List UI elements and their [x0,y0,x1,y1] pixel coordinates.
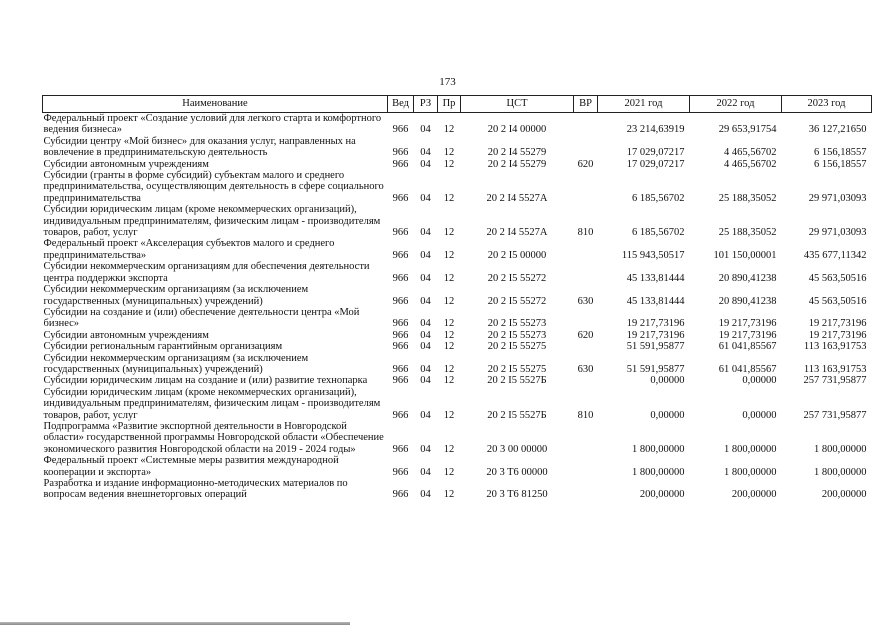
cell-2021: 200,00000 [639,489,685,501]
cell-rz: 04 [420,443,431,455]
cell-cst: 20 3 00 00000 [486,443,548,455]
cell-cst: 20 2 I5 55272 [487,295,547,307]
cell-vr: 810 [577,227,594,239]
cell-2022: 4 465,56702 [724,147,777,159]
cell-ved: 966 [392,466,409,478]
table-row [43,341,872,352]
cell-pr: 12 [443,295,455,307]
cell-vr [574,170,598,204]
cell-pr: 12 [443,489,455,501]
cell-cst: 20 2 I5 5527Б [487,409,547,421]
cell-2021: 17 029,07217 [626,158,685,170]
cell-2021: 45 133,81444 [626,272,685,284]
cell-pr: 12 [443,227,455,239]
cell-2023: 113 163,91753 [803,341,867,353]
cell-2023: 1 800,00000 [814,466,867,478]
cell-pr: 12 [443,363,455,375]
header-cst: ЦСТ [461,96,574,113]
cell-vr: 630 [577,295,594,307]
cell-2021: 6 185,56702 [632,227,685,239]
cell-ved: 966 [392,227,409,239]
cell-2021: 1 800,00000 [632,466,685,478]
cell-name: Субсидии на создание и (или) обеспечение деятельности центра «Мой бизнес» [43,306,360,330]
scan-edge-line [0,622,350,625]
cell-rz: 04 [420,272,431,284]
cell-2023: 257 731,95877 [803,409,867,421]
cell-vr [574,421,598,455]
cell-cst: 20 2 I4 5527А [486,192,548,204]
table-row [43,375,872,386]
header-vr: ВР [574,96,598,113]
cell-rz: 04 [420,375,431,387]
table-body [43,113,872,501]
cell-2023: 19 217,73196 [808,329,867,341]
cell-2023: 435 677,11342 [803,249,867,261]
cell-2022: 19 217,73196 [718,318,777,330]
cell-pr: 12 [443,443,455,455]
cell-rz: 04 [420,147,431,159]
cell-2022: 61 041,85567 [718,341,777,353]
cell-name: Субсидии юридическим лицам (кроме некоммерческих организаций), индивидуальным предпринимателям, физическим лицам - производителям товаров, работ, услуг [43,386,381,421]
cell-2023: 1 800,00000 [814,443,867,455]
table-row [43,478,872,501]
table-row [43,353,872,376]
header-2023: 2023 год [782,96,872,113]
cell-cst: 20 2 I4 00000 [487,124,547,136]
cell-ved: 966 [392,329,409,341]
cell-2021: 17 029,07217 [626,147,685,159]
cell-name: Субсидии автономным учреждениям [43,329,209,341]
cell-vr: 630 [577,363,594,375]
cell-vr: 620 [577,329,594,341]
cell-rz: 04 [420,318,431,330]
cell-name: Федеральный проект «Создание условий для легкого старта и комфортного ведения бизнеса» [43,113,382,136]
table-row [43,284,872,307]
cell-ved: 966 [392,341,409,353]
cell-ved: 966 [392,489,409,501]
cell-cst: 20 3 T6 81250 [486,489,548,501]
cell-rz: 04 [420,249,431,261]
table-row [43,159,872,170]
cell-pr: 12 [443,192,455,204]
cell-name: Субсидии региональным гарантийным организациям [43,341,283,353]
cell-rz: 04 [420,227,431,239]
cell-rz: 04 [420,158,431,170]
table-row [43,238,872,261]
cell-vr [574,375,598,386]
cell-2023: 113 163,91753 [803,363,867,375]
cell-name: Субсидии (гранты в форме субсидий) субъектам малого и среднего предпринимательства, осуществляющим деятельность в сфере социального предпринимательства [43,170,384,204]
cell-vr [574,478,598,501]
cell-2022: 25 188,35052 [718,227,777,239]
cell-rz: 04 [420,329,431,341]
cell-2022: 200,00000 [731,489,777,501]
cell-2023: 6 156,18557 [814,147,867,159]
cell-rz: 04 [420,124,431,136]
table-row [43,387,872,421]
cell-2022: 20 890,41238 [718,295,777,307]
cell-2022: 29 653,91754 [718,124,777,136]
table-row [43,204,872,238]
cell-ved: 966 [392,249,409,261]
cell-name: Субсидии автономным учреждениям [43,158,209,170]
header-name: Наименование [43,96,388,113]
table-header-row [43,96,872,113]
cell-ved: 966 [392,295,409,307]
cell-rz: 04 [420,466,431,478]
cell-2021: 51 591,95877 [626,363,685,375]
cell-cst: 20 2 I5 55275 [487,341,547,353]
cell-cst: 20 2 I5 55272 [487,272,547,284]
cell-ved: 966 [392,375,409,387]
header-2021: 2021 год [598,96,690,113]
cell-2023: 200,00000 [821,489,867,501]
cell-2021: 45 133,81444 [626,295,685,307]
cell-ved: 966 [392,158,409,170]
cell-2021: 23 214,63919 [626,124,685,136]
cell-pr: 12 [443,249,455,261]
cell-2023: 45 563,50516 [808,272,867,284]
cell-name: Субсидии юридическим лицам на создание и (или) развитие технопарка [43,375,368,387]
cell-2022: 61 041,85567 [718,363,777,375]
table-row [43,455,872,478]
cell-ved: 966 [392,318,409,330]
cell-2021: 19 217,73196 [626,318,685,330]
cell-rz: 04 [420,363,431,375]
cell-name: Субсидии некоммерческим организациям (за исключением государственных (муниципальных) учреждений) [43,352,309,375]
cell-rz: 04 [420,192,431,204]
cell-vr [574,136,598,159]
cell-2021: 0,00000 [650,375,685,387]
cell-2022: 19 217,73196 [718,329,777,341]
cell-cst: 20 2 I4 55279 [487,158,547,170]
cell-2022: 4 465,56702 [724,158,777,170]
cell-ved: 966 [392,443,409,455]
cell-pr: 12 [443,124,455,136]
cell-2023: 45 563,50516 [808,295,867,307]
cell-cst: 20 2 I5 55273 [487,329,547,341]
cell-cst: 20 2 I4 55279 [487,147,547,159]
header-pr: Пр [438,96,461,113]
cell-rz: 04 [420,489,431,501]
cell-2021: 19 217,73196 [626,329,685,341]
cell-cst: 20 2 I5 55275 [487,363,547,375]
table-row [43,307,872,330]
cell-pr: 12 [443,375,455,387]
cell-rz: 04 [420,341,431,353]
cell-pr: 12 [443,329,455,341]
cell-cst: 20 2 I4 5527А [486,227,548,239]
cell-2023: 29 971,03093 [808,192,867,204]
cell-2022: 1 800,00000 [724,443,777,455]
cell-name: Субсидии некоммерческим организациям (за исключением государственных (муниципальных) учреждений) [43,284,309,307]
header-rz: РЗ [414,96,438,113]
cell-ved: 966 [392,363,409,375]
cell-pr: 12 [443,147,455,159]
cell-pr: 12 [443,409,455,421]
cell-vr [574,455,598,478]
cell-vr [574,261,598,284]
cell-2023: 36 127,21650 [808,124,867,136]
table-row [43,113,872,136]
cell-2023: 29 971,03093 [808,227,867,239]
cell-ved: 966 [392,147,409,159]
cell-vr [574,307,598,330]
cell-name: Разработка и издание информационно-методических материалов по вопросам ведения внешнеторговых операций [43,478,348,501]
cell-vr [574,113,598,136]
cell-2023: 257 731,95877 [803,375,867,387]
cell-2022: 101 150,00001 [713,249,777,261]
cell-name: Федеральный проект «Системные меры развития международной кооперации и экспорта» [43,455,339,478]
cell-vr: 620 [577,158,594,170]
cell-2023: 6 156,18557 [814,158,867,170]
cell-rz: 04 [420,409,431,421]
table-row [43,136,872,159]
header-2022: 2022 год [690,96,782,113]
cell-vr [574,341,598,352]
header-ved: Вед [388,96,414,113]
cell-ved: 966 [392,409,409,421]
cell-2023: 19 217,73196 [808,318,867,330]
cell-2022: 25 188,35052 [718,192,777,204]
cell-pr: 12 [443,318,455,330]
cell-name: Субсидии юридическим лицам (кроме некоммерческих организаций), индивидуальным предпринимателям, физическим лицам - производителям товаров, работ, услуг [43,204,381,239]
cell-2021: 0,00000 [650,409,685,421]
cell-name: Федеральный проект «Акселерация субъектов малого и среднего предпринимательства» [43,238,335,261]
cell-cst: 20 2 I5 5527Б [487,375,547,387]
cell-cst: 20 2 I5 55273 [487,318,547,330]
cell-vr: 810 [577,409,594,421]
cell-pr: 12 [443,158,455,170]
cell-2022: 0,00000 [742,375,777,387]
cell-2021: 1 800,00000 [632,443,685,455]
table-row [43,261,872,284]
cell-name: Субсидии центру «Мой бизнес» для оказания услуг, направленных на вовлечение в предпринимательскую деятельность [43,135,356,159]
cell-cst: 20 3 T6 00000 [486,466,548,478]
cell-cst: 20 2 I5 00000 [487,249,547,261]
page-number: 173 [439,76,456,88]
cell-ved: 966 [392,124,409,136]
cell-2022: 20 890,41238 [718,272,777,284]
table-row [43,170,872,204]
cell-name: Подпрограмма «Развитие экспортной деятельности в Новгородской области» государственной программы Новгородской области «Обеспечение экономического развития Новгородской области на 2019 - 2024 годы» [43,420,384,455]
table-row [43,421,872,455]
cell-pr: 12 [443,272,455,284]
cell-pr: 12 [443,466,455,478]
cell-rz: 04 [420,295,431,307]
cell-pr: 12 [443,341,455,353]
cell-ved: 966 [392,272,409,284]
cell-2022: 1 800,00000 [724,466,777,478]
table-row [43,330,872,341]
cell-2021: 6 185,56702 [632,192,685,204]
cell-name: Субсидии некоммерческим организациям для обеспечения деятельности центра поддержки экспорта [43,261,370,284]
budget-table [42,95,872,501]
cell-ved: 966 [392,192,409,204]
cell-2022: 0,00000 [742,409,777,421]
cell-2021: 115 943,50517 [621,249,685,261]
cell-2021: 51 591,95877 [626,341,685,353]
cell-vr [574,238,598,261]
